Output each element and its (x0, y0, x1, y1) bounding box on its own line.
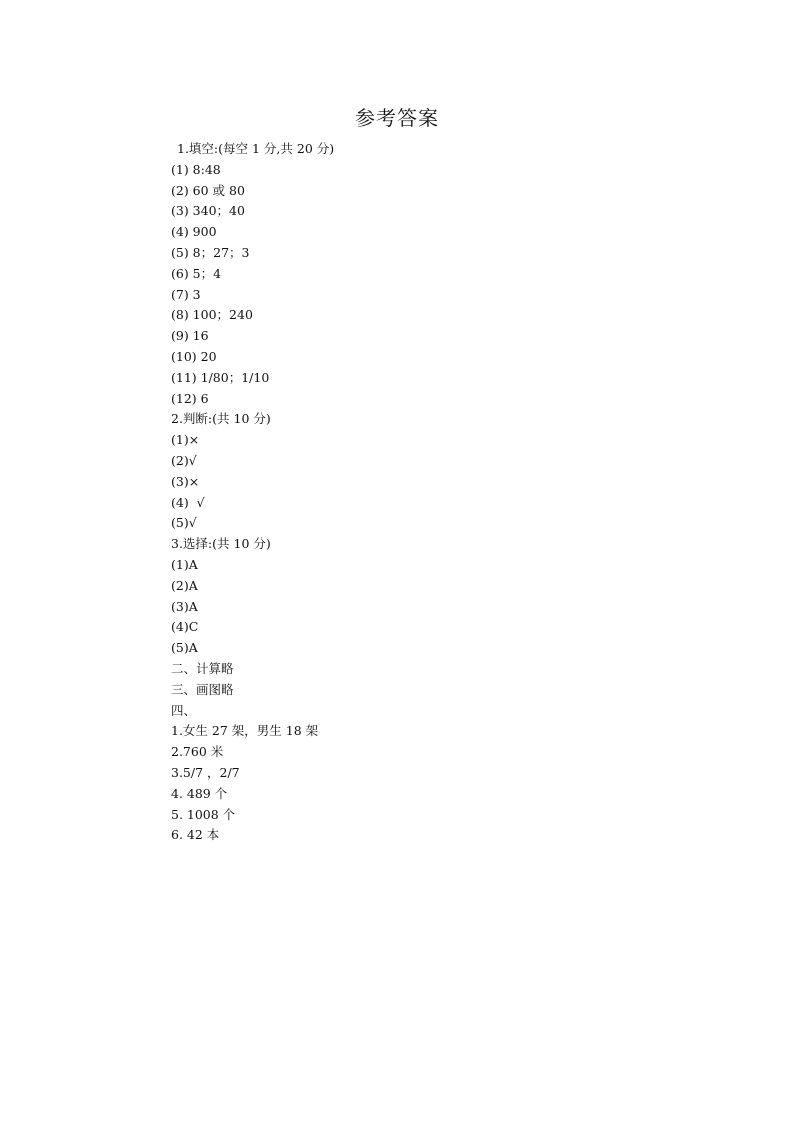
section-heading: 二、计算略 (171, 660, 234, 676)
answer-line: (3)× (171, 473, 200, 489)
answer-line: 1.填空:(每空 1 分,共 20 分) (177, 141, 335, 156)
answer-line: (6) 5；4 (171, 265, 222, 281)
section-heading: 3.选择:(共 10 分) (171, 536, 271, 552)
answer-line: 3.5/7 ，2/7 (171, 764, 240, 780)
answer-line: (1)A (171, 556, 198, 572)
answer-line: (12) 6 (171, 390, 209, 406)
answer-line: (11) 1/80；1/10 (171, 369, 270, 385)
answer-line: 4. 489 个 (171, 785, 228, 801)
answer-line: (2)√ (171, 452, 197, 468)
answer-line: (4)C (171, 619, 199, 635)
answer-line: (9) 16 (171, 328, 209, 344)
page-title: 参考答案 (355, 106, 439, 130)
answer-line: (2)A (171, 577, 198, 593)
answer-line: (4) √ (171, 494, 205, 510)
answer-line: (3)A (171, 598, 198, 614)
answer-line: (1)× (171, 432, 200, 448)
section-heading: 2.判断:(共 10 分) (171, 411, 271, 427)
answer-line: (2) 60 或 80 (171, 182, 245, 198)
answer-line: (5)√ (171, 515, 197, 531)
section-heading: 三、画图略 (171, 681, 234, 697)
answer-line: (5) 8；27；3 (171, 244, 250, 260)
answer-line: 6. 42 本 (171, 827, 220, 843)
answer-line: (10) 20 (171, 348, 217, 364)
answer-line: 2.760 米 (171, 744, 224, 760)
answer-line: (3) 340；40 (171, 203, 245, 219)
answer-list (171, 139, 334, 846)
answer-line: (4) 900 (171, 224, 217, 240)
answer-line: (7) 3 (171, 286, 201, 302)
answer-line: 1.女生 27 架，男生 18 架 (171, 723, 319, 739)
answer-line: (5)A (171, 640, 198, 656)
answer-line: 5. 1008 个 (171, 806, 236, 822)
answer-line: (1) 8:48 (171, 161, 221, 177)
answer-line: (8) 100；240 (171, 307, 253, 323)
section-heading: 四、 (171, 702, 197, 718)
